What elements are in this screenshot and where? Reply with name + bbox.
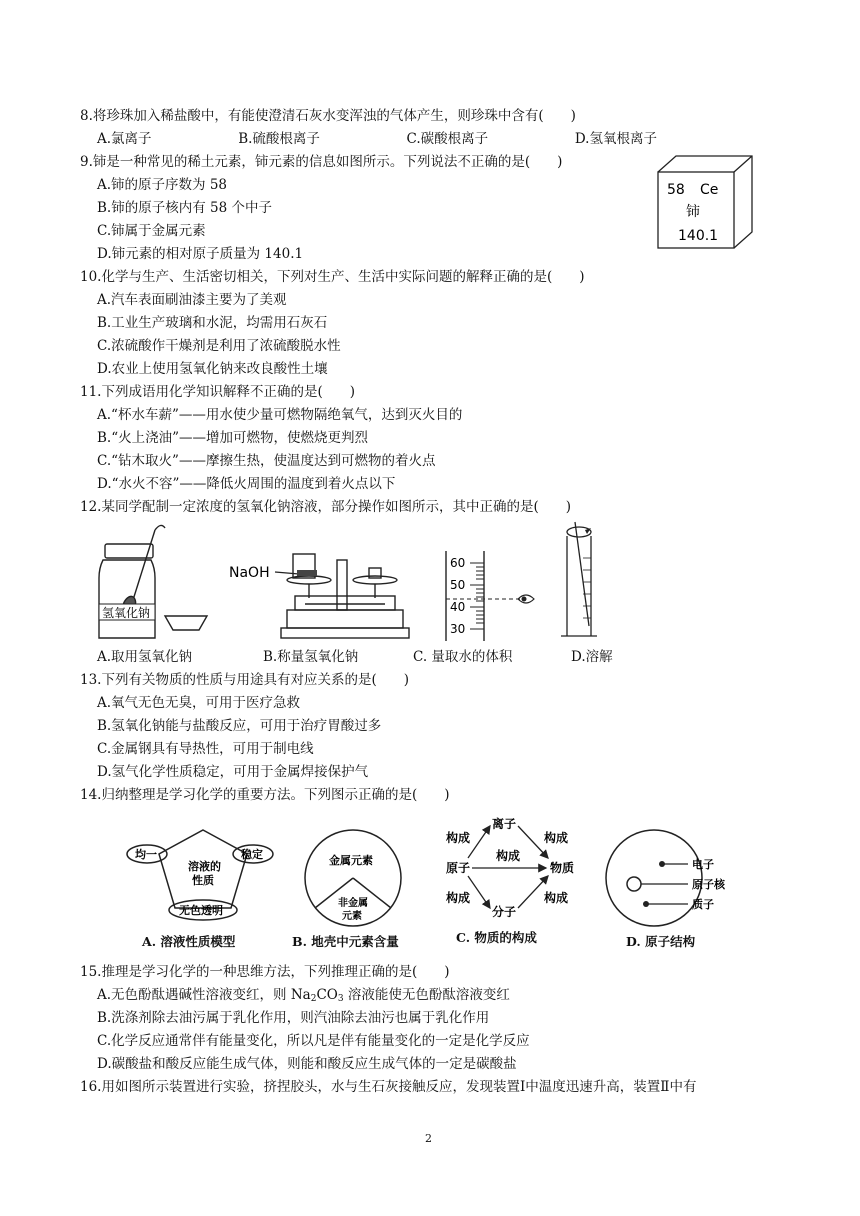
q14-caption-a: A. 溶液性质模型 xyxy=(142,934,236,949)
q8-option-d: D.氢氧根离子 xyxy=(574,131,657,147)
c-left: 原子 xyxy=(446,861,471,875)
q14-figure-b xyxy=(300,826,410,930)
a-right: 稳定 xyxy=(241,848,263,861)
q10-option-d: D.农业上使用氢氧化钠来改良酸性土壤 xyxy=(97,361,328,377)
c-right: 物质 xyxy=(550,861,575,875)
q11-stem: 11.下列成语用化学知识解释不正确的是( ) xyxy=(80,384,356,400)
bottle-label: 氢氧化钠 xyxy=(102,606,151,620)
q14-caption-c: C. 物质的构成 xyxy=(456,930,537,945)
q8-option-b: B.硫酸根离子 xyxy=(238,131,320,147)
q12-caption-c: C. 量取水的体积 xyxy=(413,649,513,665)
q13-option-c: C.金属钢具有导热性，可用于制电线 xyxy=(97,741,314,757)
q15-option-d: D.碳酸盐和酸反应能生成气体，则能和酸反应生成气体的一定是碳酸盐 xyxy=(97,1056,517,1072)
q12-stem: 12.某同学配制一定浓度的氢氧化钠溶液，部分操作如图所示，其中正确的是( ) xyxy=(80,499,572,515)
c-edge-bl: 构成 xyxy=(446,891,471,905)
a-bottom: 无色透明 xyxy=(179,904,223,917)
q15-option-a-sub1: 2 xyxy=(310,994,317,1004)
tick-60: 60 xyxy=(450,556,466,570)
q8-stem: 8.将珍珠加入稀盐酸中，有能使澄清石灰水变浑浊的气体产生，则珍珠中含有( ) xyxy=(80,108,576,124)
q14-figure-c xyxy=(440,814,590,922)
d-label-electron: 电子 xyxy=(692,858,714,871)
c-edge-tr: 构成 xyxy=(544,831,569,845)
q13-option-b: B.氢氧化钠能与盐酸反应，可用于治疗胃酸过多 xyxy=(97,718,382,734)
q13-stem: 13.下列有关物质的性质与用途具有对应关系的是( ) xyxy=(80,672,410,688)
q12-figure-a xyxy=(95,520,215,645)
q15-stem: 15.推理是学习化学的一种思维方法，下列推理正确的是( ) xyxy=(80,964,450,980)
d-label-proton: 质子 xyxy=(692,898,714,911)
q15-option-b: B.洗涤剂除去油污属于乳化作用，则汽油除去油污也属于乳化作用 xyxy=(97,1010,490,1026)
q15-option-c: C.化学反应通常伴有能量变化，所以凡是伴有能量变化的一定是化学反应 xyxy=(97,1033,530,1049)
tick-30: 30 xyxy=(450,622,466,636)
tick-40: 40 xyxy=(450,600,466,614)
q9-option-a: A.铈的原子序数为 58 xyxy=(97,177,228,193)
a-left: 均一 xyxy=(135,848,157,861)
q12-caption-a: A.取用氢氧化钠 xyxy=(97,649,193,665)
q15-option-a-pre: A.无色酚酞遇碱性溶液变红，则 Na xyxy=(97,987,311,1003)
q16-stem: 16.用如图所示装置进行实验，挤捏胶头，水与生石灰接触反应，发现装置Ⅰ中温度迅速升高，装置Ⅱ中有 xyxy=(80,1079,697,1095)
b-top: 金属元素 xyxy=(329,854,373,867)
d-label-nucleus: 原子核 xyxy=(692,878,725,891)
q8-option-c: C.碳酸根离子 xyxy=(406,131,489,147)
element-card-figure xyxy=(652,152,756,252)
q8-options xyxy=(97,130,657,148)
c-edge-tl: 构成 xyxy=(446,831,471,845)
q9-option-c: C.铈属于金属元素 xyxy=(97,223,206,239)
q10-stem: 10.化学与生产、生活密切相关，下列对生产、生活中实际问题的解释正确的是( ) xyxy=(80,269,585,285)
c-bottom: 分子 xyxy=(492,905,517,919)
q14-caption-b: B. 地壳中元素含量 xyxy=(292,934,399,949)
q11-option-d: D.“水火不容”——降低火周围的温度到着火点以下 xyxy=(97,476,396,492)
c-top: 离子 xyxy=(492,817,517,831)
q14-caption-d: D. 原子结构 xyxy=(626,934,696,949)
q9-option-b: B.铈的原子核内有 58 个中子 xyxy=(97,200,272,216)
q10-option-c: C.浓硫酸作干燥剂是利用了浓硫酸脱水性 xyxy=(97,338,341,354)
q11-option-a: A.“杯水车薪”——用水使少量可燃物隔绝氧气，达到灭火目的 xyxy=(97,407,463,423)
a-center-line1: 溶液的 xyxy=(188,860,221,873)
q10-option-a: A.汽车表面刷油漆主要为了美观 xyxy=(97,292,287,308)
q14-stem: 14.归纳整理是学习化学的重要方法。下列图示正确的是( ) xyxy=(80,787,450,803)
q11-option-c: C.“钻木取火”——摩擦生热，使温度达到可燃物的着火点 xyxy=(97,453,436,469)
q15-option-a-mid: CO xyxy=(316,987,338,1003)
b-bottom-line1: 非金属 xyxy=(338,898,368,909)
q14-figure-d xyxy=(602,824,734,932)
element-atomic-number: 58 xyxy=(667,182,685,198)
a-center-line2: 性质 xyxy=(192,874,214,887)
naoh-label: NaOH xyxy=(229,565,270,581)
element-mass: 140.1 xyxy=(678,228,719,244)
page-number: 2 xyxy=(425,1132,432,1145)
q13-option-d: D.氢气化学性质稳定，可用于金属焊接保护气 xyxy=(97,764,369,780)
c-edge-br: 构成 xyxy=(544,891,569,905)
q10-option-b: B.工业生产玻璃和水泥，均需用石灰石 xyxy=(97,315,328,331)
b-bottom-line2: 元素 xyxy=(342,911,362,922)
tick-50: 50 xyxy=(450,578,466,592)
q15-option-a-sub2: 3 xyxy=(337,994,344,1004)
q12-figure-c xyxy=(440,545,540,645)
q9-option-d: D.铈元素的相对原子质量为 140.1 xyxy=(97,246,304,262)
q13-option-a: A.氧气无色无臭，可用于医疗急救 xyxy=(97,695,301,711)
q15-option-a-post: 溶液能使无色酚酞溶液变红 xyxy=(343,987,510,1003)
q8-option-a: A.氯离子 xyxy=(97,131,152,147)
element-name: 铈 xyxy=(686,204,700,220)
q12-figure-b xyxy=(225,540,415,645)
q11-option-b: B.“火上浇油”——增加可燃物，使燃烧更判烈 xyxy=(97,430,369,446)
q15-option-a xyxy=(97,986,510,1008)
element-symbol: Ce xyxy=(700,182,719,198)
q9-stem: 9.铈是一种常见的稀土元素，铈元素的信息如图所示。下列说法不正确的是( ) xyxy=(80,154,563,170)
q14-figure-a xyxy=(125,826,280,926)
c-edge-mid: 构成 xyxy=(496,849,521,863)
q12-figure-d xyxy=(555,518,605,646)
q12-caption-d: D.溶解 xyxy=(571,649,613,665)
q12-caption-b: B.称量氢氧化钠 xyxy=(263,649,359,665)
